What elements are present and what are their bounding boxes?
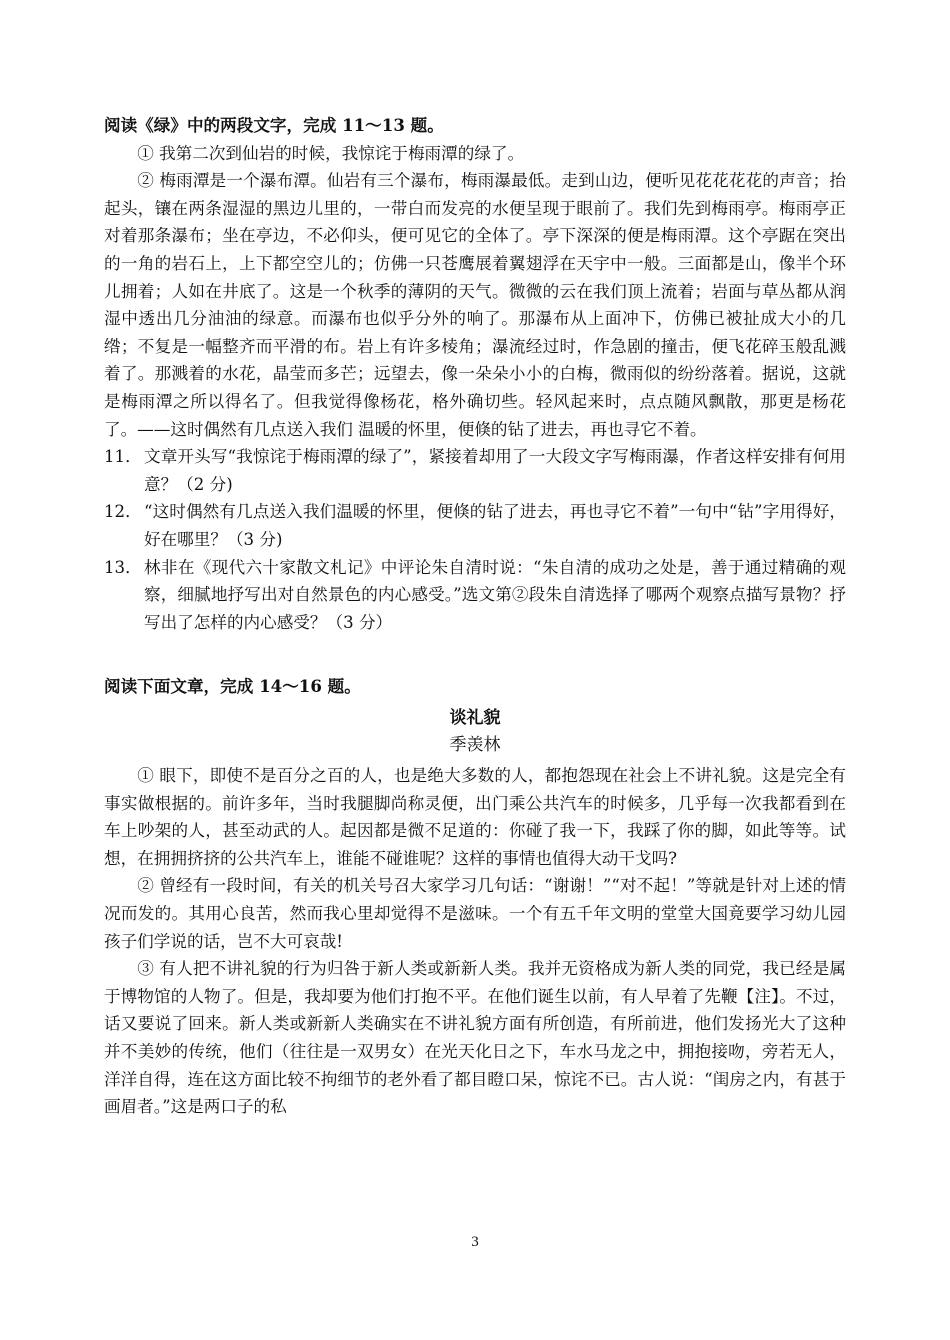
article-paragraph-2: ② 曾经有一段时间，有关的机关号召大家学习几句话：“谢谢！”“对不起！”等就是针对上述的情况而发的。其用心良苦，然而我心里却觉得不是滋味。一个有五千年文明的堂堂大国竟要学习幼儿园孩子们学说的话，岂不大可哀哉! — [104, 876, 846, 951]
question-number: 13． — [104, 557, 142, 577]
question-text: “这时偶然有几点送入我们温暖的怀里，便倏的钻了进去，再也寻它不着”一句中“钻”字用得好，好在哪里？（3 分) — [144, 502, 846, 549]
section-heading-2: 阅读下面文章，完成 14～16 题。 — [104, 676, 361, 697]
page-number: 3 — [471, 1234, 479, 1250]
article-paragraph-3: ③ 有人把不讲礼貌的行为归咎于新人类或新新人类。我并无资格成为新人类的同党，我已经是属于博物馆的人物了。但是，我却要为他们打抱不平。在他们诞生以前，有人早着了先鞭【注】。不过，话又要说了回来。新人类或新新人类确实在不讲礼貌方面有所创造，有所前进，他们发扬光大了这种并不美妙的传统，他们（往往是一双男女）在光天化日之下，车水马龙之中，拥抱接吻，旁若无人，洋洋自得，连在这方面比较不拘细节的老外看了都目瞪口呆，惊诧不已。古人说：“闺房之内，有甚于画眉者。”这是两口子的私 — [104, 959, 846, 1117]
article-paragraph-1: ① 眼下，即使不是百分之百的人，也是绝大多数的人，都抱怨现在社会上不讲礼貌。这是完全有事实做根据的。前许多年，当时我腿脚尚称灵便，出门乘公共汽车的时候多，几乎每一次我都看到在车上吵架的人，甚至动武的人。起因都是微不足道的：你碰了我一下，我踩了你的脚，如此等等。试想，在拥拥挤挤的公共汽车上，谁能不碰谁呢？这样的事情也值得大动干戈吗? — [104, 766, 846, 868]
question-text: 林非在《现代六十家散文札记》中评论朱自清时说：“朱自清的成功之处是，善于通过精确的观察，细腻地抒写出对自然景色的内心感受。”选文第②段朱自清选择了哪两个观察点描写景物？抒写出了怎样的内心感受？（3 分） — [144, 557, 846, 632]
question-number: 12． — [104, 502, 142, 522]
article-title: 谈礼貌 — [449, 707, 501, 728]
paragraph-2: ② 梅雨潭是一个瀑布潭。仙岩有三个瀑布，梅雨瀑最低。走到山边，便听见花花花花的声音；抬起头，镶在两条湿湿的黑边儿里的，一带白而发亮的水便呈现于眼前了。我们先到梅雨亭。梅雨亭正对着那条瀑布；坐在亭边，不必仰头，便可见它的全体了。亭下深深的便是梅雨潭。这个亭踞在突出的一角的岩石上，上下都空空儿的；仿佛一只苍鹰展着翼翅浮在天宇中一般。三面都是山，像半个环儿拥着；人如在井底了。这是一个秋季的薄阴的天气。微微的云在我们顶上流着；岩面与草丛都从润湿中透出几分油油的绿意。而瀑布也似乎分外的响了。那瀑布从上面冲下，仿佛已被扯成大小的几绺；不复是一幅整齐而平滑的布。岩上有许多棱角；瀑流经过时，作急剧的撞击，便飞花碎玉般乱溅着了。那溅着的水花，晶莹而多芒；远望去，像一朵朵小小的白梅，微雨似的纷纷落着。据说，这就是梅雨潭之所以得名了。但我觉得像杨花，格外确切些。轻风起来时，点点随风飘散，那更是杨花了。——这时偶然有几点送入我们 温暖的怀里，便倏的钻了进去，再也寻它不着。 — [104, 171, 846, 439]
question-number: 11． — [104, 447, 142, 467]
article-author: 季羡林 — [449, 735, 501, 756]
section-spacer — [104, 636, 846, 673]
document-page — [104, 112, 846, 1121]
section-heading-1: 阅读《绿》中的两段文字，完成 11～13 题。 — [104, 115, 444, 135]
question-text: 文章开头写“我惊诧于梅雨潭的绿了”，紧接着却用了一大段文字写梅雨瀑，作者这样安排有何用意？（2 分) — [144, 447, 846, 494]
question-13 — [104, 554, 846, 637]
paragraph-1: ① 我第二次到仙岩的时候，我惊诧于梅雨潭的绿了。 — [137, 143, 525, 163]
question-12 — [104, 498, 846, 553]
question-11 — [104, 443, 846, 498]
